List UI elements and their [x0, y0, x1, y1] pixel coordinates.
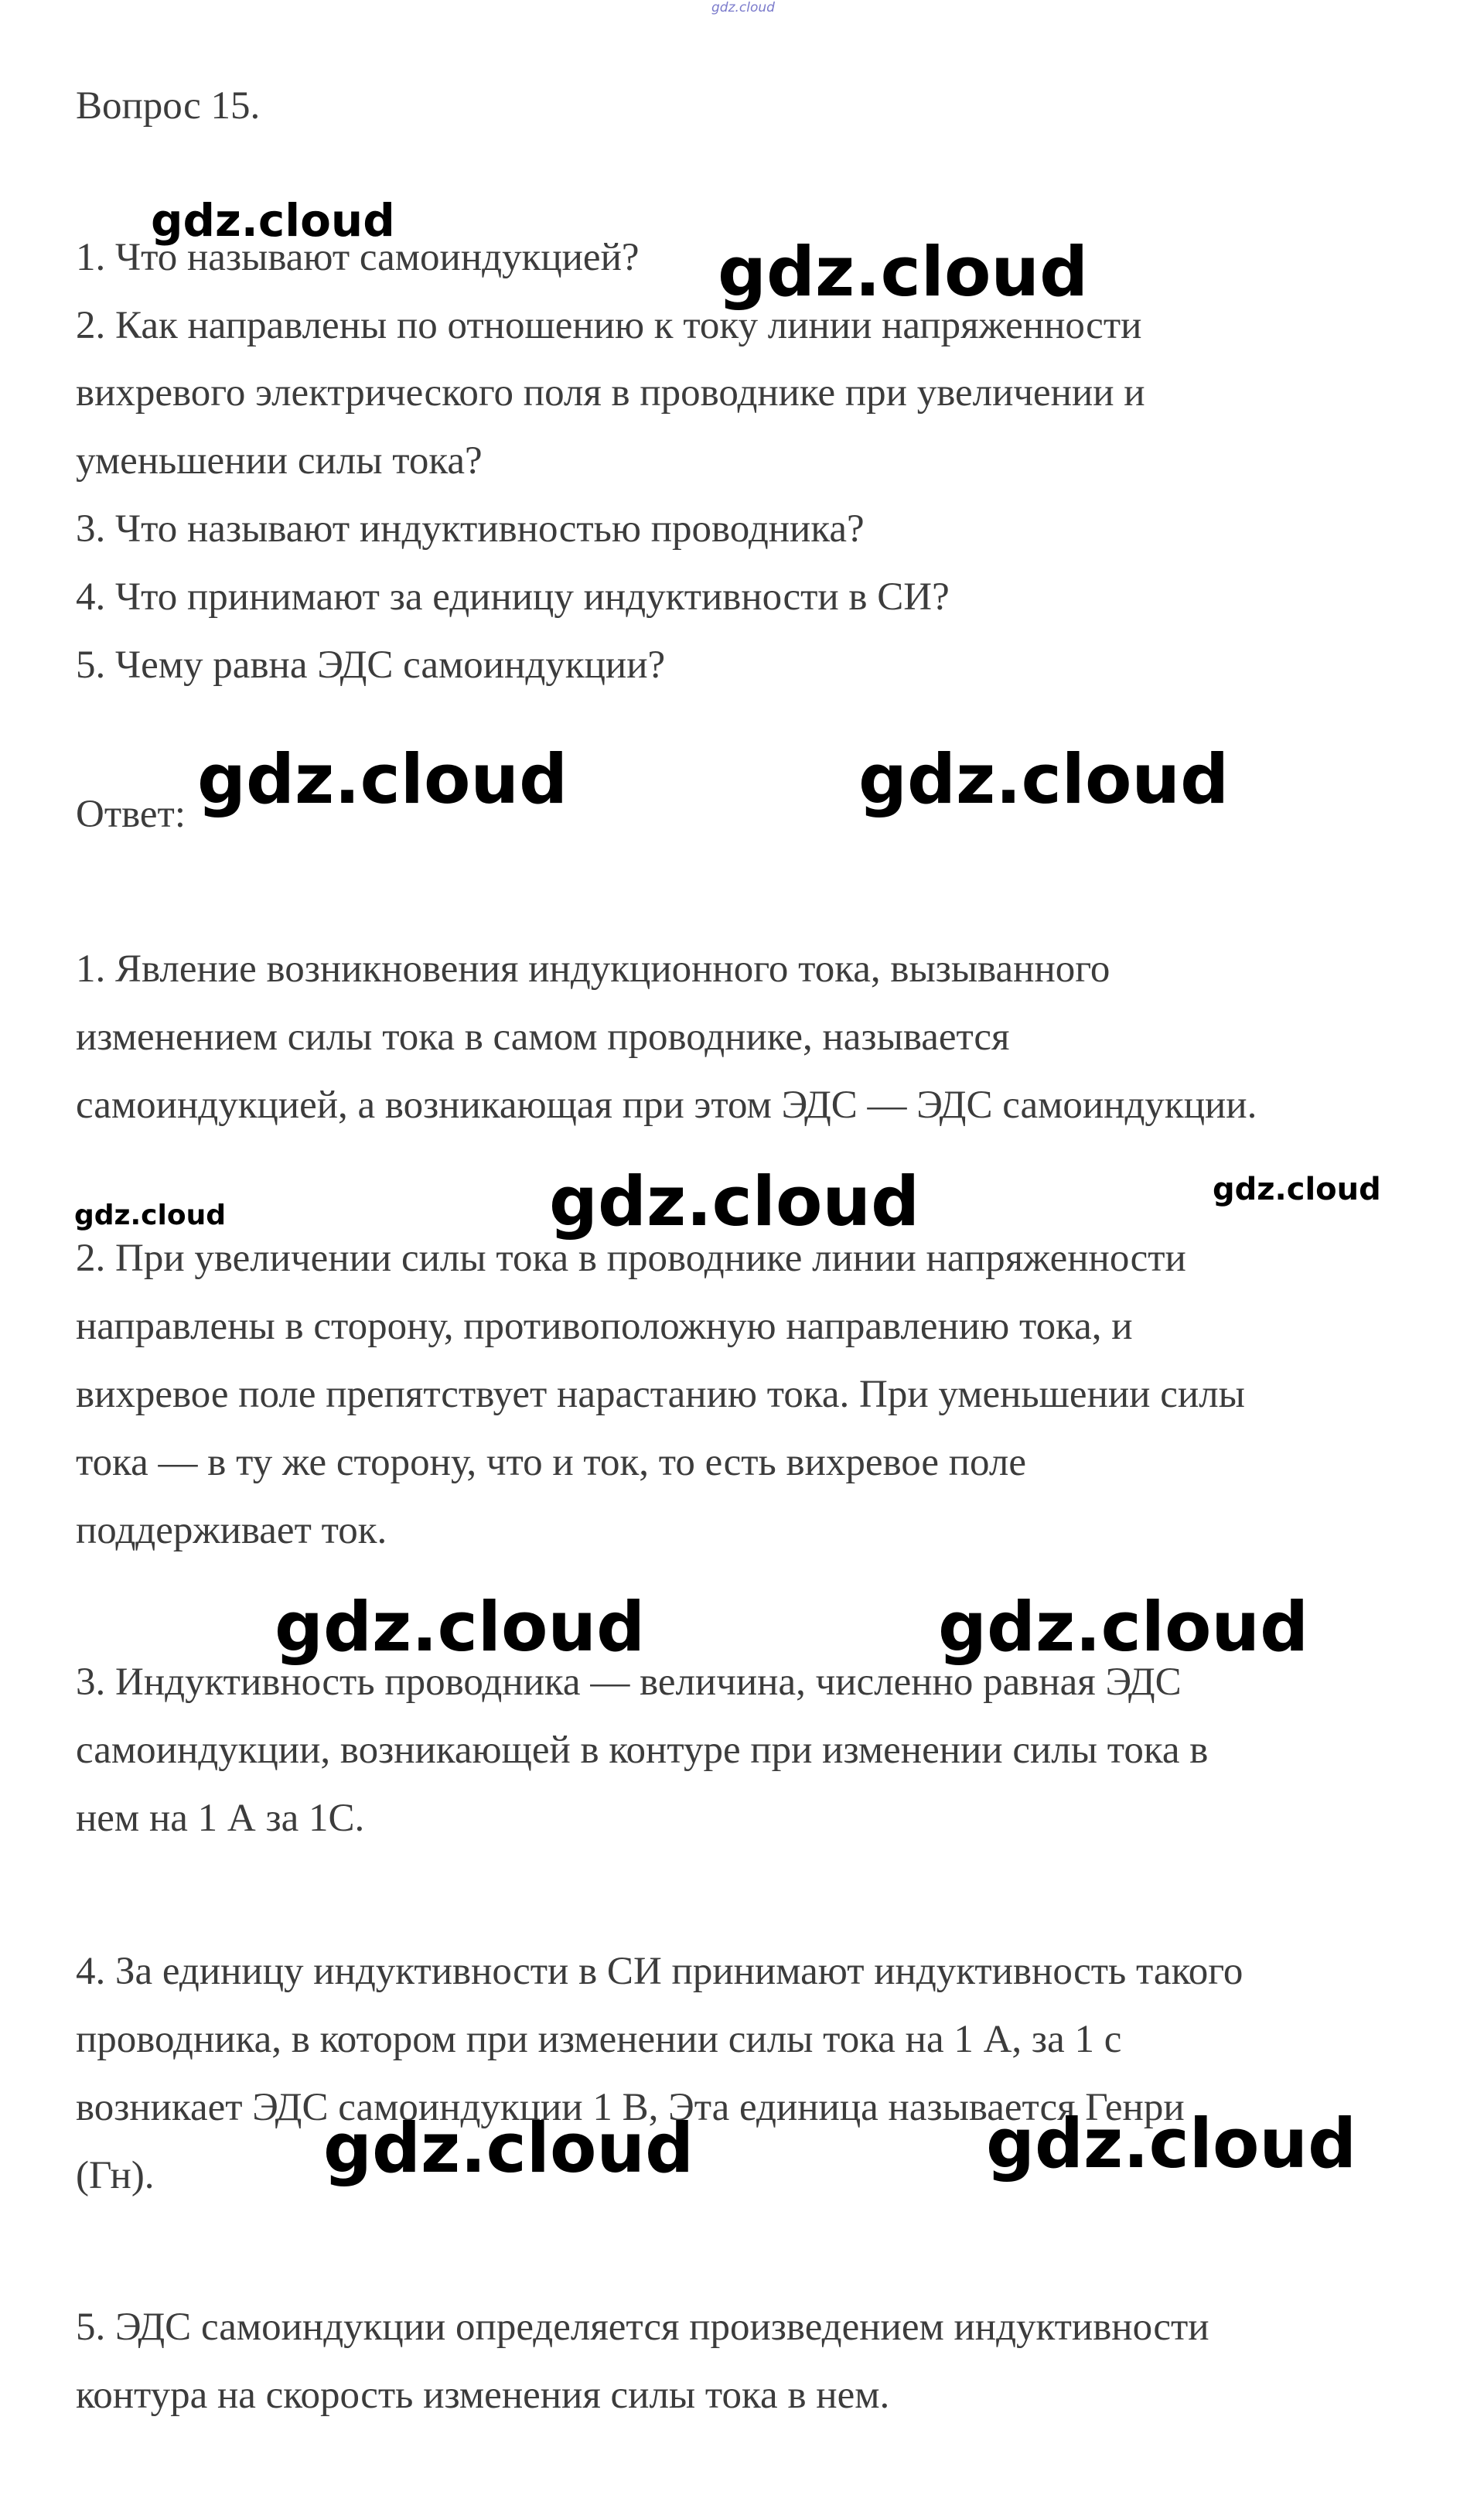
answer-line: контура на скорость изменения силы тока в нем.	[76, 2374, 890, 2417]
answer-line: 5. ЭДС самоиндукции определяется произведением индуктивности	[76, 2306, 1209, 2349]
answer-line: вихревое поле препятствует нарастанию тока. При уменьшении силы	[76, 1373, 1245, 1416]
question-line: вихревого электрического поля в проводнике при увеличении и	[76, 371, 1145, 415]
watermark: gdz.cloud	[323, 2108, 694, 2188]
question-line: уменьшении силы тока?	[76, 439, 483, 483]
answer-line: поддерживает ток.	[76, 1509, 387, 1552]
answer-line: самоиндукции, возникающей в контуре при изменении силы тока в	[76, 1729, 1209, 1772]
answer-line: самоиндукцией, а возникающая при этом ЭДС — ЭДС самоиндукции.	[76, 1084, 1257, 1127]
watermark: gdz.cloud	[718, 232, 1089, 312]
watermark: gdz.cloud	[858, 739, 1230, 819]
answer-line: (Гн).	[76, 2154, 155, 2197]
watermark: gdz.cloud	[74, 1200, 226, 1231]
watermark: gdz.cloud	[1213, 1172, 1381, 1207]
answer-line: направлены в сторону, противоположную направлению тока, и	[76, 1305, 1133, 1348]
answer-line: тока — в ту же сторону, что и ток, то есть вихревое поле	[76, 1441, 1026, 1484]
watermark: gdz.cloud	[986, 2104, 1357, 2183]
watermark: gdz.cloud	[549, 1162, 920, 1241]
header-watermark: gdz.cloud	[711, 0, 775, 15]
answer-label: Ответ:	[76, 793, 186, 836]
answer-line: 2. При увеличении силы тока в проводнике линии напряженности	[76, 1237, 1186, 1280]
watermark: gdz.cloud	[938, 1587, 1309, 1667]
answer-line: 3. Индуктивность проводника — величина, численно равная ЭДС	[76, 1661, 1182, 1704]
question-line: 5. Чему равна ЭДС самоиндукции?	[76, 643, 666, 687]
question-line: 1. Что называют самоиндукцией?	[76, 236, 640, 279]
watermark: gdz.cloud	[275, 1587, 646, 1667]
question-line: 3. Что называют индуктивностью проводника?	[76, 507, 865, 551]
watermark: gdz.cloud	[197, 739, 568, 819]
answer-line: изменением силы тока в самом проводнике, называется	[76, 1015, 1010, 1059]
answer-line: 1. Явление возникновения индукционного тока, вызыванного	[76, 947, 1110, 991]
watermark: gdz.cloud	[151, 194, 395, 247]
answer-line: возникает ЭДС самоиндукции 1 В, Эта единица называется Генри	[76, 2086, 1185, 2129]
question-line: 2. Как направлены по отношению к току линии напряженности	[76, 304, 1142, 347]
question-title: Вопрос 15.	[76, 84, 261, 128]
answer-line: нем на 1 А за 1С.	[76, 1797, 365, 1840]
question-line: 4. Что принимают за единицу индуктивности в СИ?	[76, 575, 950, 619]
answer-line: проводника, в котором при изменении силы тока на 1 А, за 1 с	[76, 2018, 1122, 2061]
answer-line: 4. За единицу индуктивности в СИ принимают индуктивность такого	[76, 1950, 1243, 1993]
